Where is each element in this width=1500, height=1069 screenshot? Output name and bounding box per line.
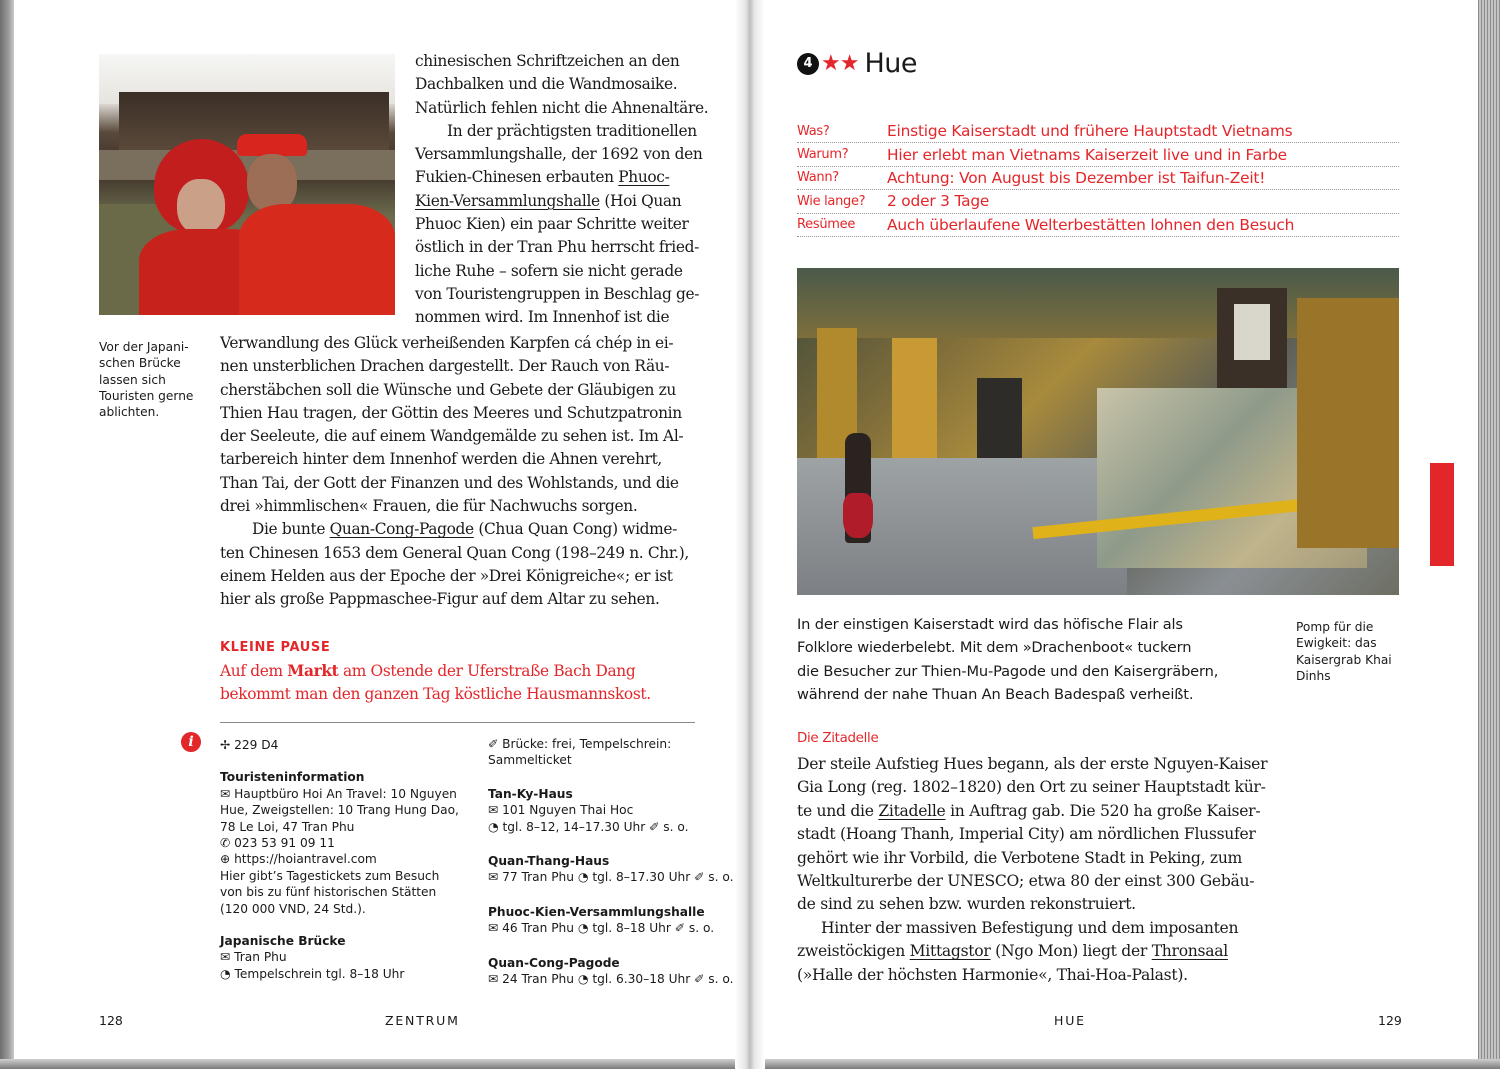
link-thronsaal[interactable]: Thronsaal <box>1151 942 1228 961</box>
section-heading: Die Zitadelle <box>797 731 879 746</box>
link-phuoc-kien-hall[interactable]: Kien-Versammlungshalle <box>415 191 600 210</box>
fact-row: Resümee Auch überlaufene Welterbestätten lohnen den Besuch <box>797 214 1399 237</box>
body-text-wide: Verwandlung des Glück verheißenden Karpfen cá chép in ei- nen unsterblichen Drachen dargestellt. Der Rauch von Räu- cherstäbchen soll die Wünsche und Gebete der Gläubigen zu Thien Hau tragen, der Göttin des Meeres und Schutzpatronin der Seeleute, die auf einem Wandgemälde zu sehen ist. Im Al- tarbereich hinter dem Innenhof werden die Ahnen verehrt, Than Tai, der Gott der Finanzen und des Wohlstands, und die drei »himmlischen« Frauen, die für Nachwuchs sorgen. Die bunte Quan-Cong-Pagode (Chua Quan Cong) widme- ten Chinesen 1653 dem General Quan Cong (198–249 n. Chr.), einem Helden aus der Epoche der »Drei Königreiche«; er ist hier als große Pappmaschee-Figur auf dem Altar zu sehen. <box>220 334 689 609</box>
running-head-left: ZENTRUM <box>385 1013 460 1028</box>
info-column-2: ✐ Brücke: frei, Tempelschrein: Sammelticket Tan-Ky-Haus ✉ 101 Nguyen Thai Hoc ◔ tgl. 8–12, 14–17.30 Uhr ✐ s. o. Quan-Thang-Haus ✉ 77 Tran Phu ◔ tgl. 8–17.30 Uhr ✐ s. o. Phuoc-Kien-Versammlungshalle ✉ 46 Tran Phu ◔ tgl. 8–18 Uhr ✐ s. o. Quan-Cong-Pagode ✉ 24 Tran Phu ◔ tgl. 6.30–18 Uhr ✐ s. o. <box>488 737 734 987</box>
photo-khai-dinh-tomb <box>797 268 1399 595</box>
link-zitadelle[interactable]: Zitadelle <box>878 801 946 820</box>
map-reference: ✢ 229 D4 <box>220 738 279 752</box>
page-number-left: 128 <box>99 1013 123 1028</box>
link-phuoc-kien[interactable]: Phuoc- <box>618 168 670 187</box>
fact-row: Wann? Achtung: Von August bis Dezember ist Taifun-Zeit! <box>797 167 1399 190</box>
link-quan-cong-pagode[interactable]: Quan-Cong-Pagode <box>329 520 474 539</box>
fact-row: Warum? Hier erlebt man Vietnams Kaiserzeit live und in Farbe <box>797 143 1399 166</box>
link-mittagstor[interactable]: Mittagstor <box>909 942 991 961</box>
body-text-column: chinesischen Schriftzeichen an den Dachbalken und die Wandmosaike. Natürlich fehlen nicht die Ahnenaltäre. In der prächtigsten traditionellen Versammlungshalle, der 1692 von den Fukien-Chinesen erbauten Phuoc- Kien-Versammlungshalle (Hoi Quan Phuoc Kien) ein paar Schritte weiter östlich in der Tran Phu herrscht fried- liche Ruhe – sofern sie nicht gerade von Touristengruppen in Beschlag ge- nommen wird. Im Innenhof ist die <box>415 52 709 327</box>
photo-caption-left: Vor der Japani- schen Brücke lassen sich Touristen gerne ablichten. <box>99 340 194 420</box>
divider-rule <box>220 722 695 723</box>
facts-table <box>797 120 1399 237</box>
sight-number-badge: 4 <box>797 53 819 75</box>
lead-paragraph: In der einstigen Kaiserstadt wird das höfische Flair als Folklore wiederbelebt. Mit dem »Drachenboot« tuckern die Besucher zur Thien-Mu-Pagode und den Kaisergräbern, während der nahe Thuan An Beach Badespaß verheißt. <box>797 616 1219 703</box>
sight-title <box>797 48 917 79</box>
kleine-pause-text: Auf dem Markt am Ostende der Uferstraße Bach Dang bekommt man den ganzen Tag köstliche Hausmannskost. <box>220 662 651 703</box>
page-title: Hue <box>864 48 917 79</box>
fact-row: Was? Einstige Kaiserstadt und frühere Hauptstadt Vietnams <box>797 120 1399 143</box>
star-rating: ★★ <box>821 51 859 76</box>
page-number-right: 129 <box>1378 1013 1402 1028</box>
chapter-tab-marker <box>1430 463 1454 566</box>
book-edge-right <box>1478 0 1500 1069</box>
fact-row: Wie lange? 2 oder 3 Tage <box>797 190 1399 213</box>
photo-couple-japanese-bridge <box>99 54 395 315</box>
info-column-1: ✢ 229 D4 Touristeninformation ✉ Hauptbüro Hoi An Travel: 10 Nguyen Hue, Zweigstellen: 10 Trang Hung Dao, 78 Le Loi, 47 Tran Phu ✆ 023 53 91 09 11 ⊕ https://hoiantravel.com Hier gibt’s Tagestickets zum Besuch von bis zu fünf historischen Stätten (120 000 VND, 24 Std.). Japanische Brücke ✉ Tran Phu ◔ Tempelschrein tgl. 8–18 Uhr <box>220 738 459 981</box>
kleine-pause-heading: KLEINE PAUSE <box>220 640 331 655</box>
website-link[interactable]: ⊕ https://hoiantravel.com <box>220 852 377 867</box>
body-text-right: Der steile Aufstieg Hues begann, als der erste Nguyen-Kaiser Gia Long (reg. 1802–1820) den Ort zu seiner Hauptstadt kür- te und die Zitadelle in Auftrag gab. Die 520 ha große Kaiser- stadt (Hoang Thanh, Imperial City) am nördlichen Flussufer gehört wie ihr Vorbild, die Verbotene Stadt in Peking, zum Weltkulturerbe der UNESCO; etwa 80 der einst 300 Gebäu- de sind zu sehen bzw. wurden rekonstruiert. Hinter der massiven Befestigung und dem imposanten zweistöckigen Mittagstor (Ngo Mon) liegt der Thronsaal (»Halle der höchsten Harmonie«, Thai-Hoa-Palast). <box>797 755 1268 984</box>
book-edge-left <box>0 0 14 1069</box>
book-spine <box>735 0 765 1069</box>
info-icon: i <box>181 732 201 752</box>
photo-caption-right: Pomp für die Ewigkeit: das Kaisergrab Khai Dinhs <box>1296 620 1392 683</box>
running-head-right: HUE <box>1054 1013 1086 1028</box>
